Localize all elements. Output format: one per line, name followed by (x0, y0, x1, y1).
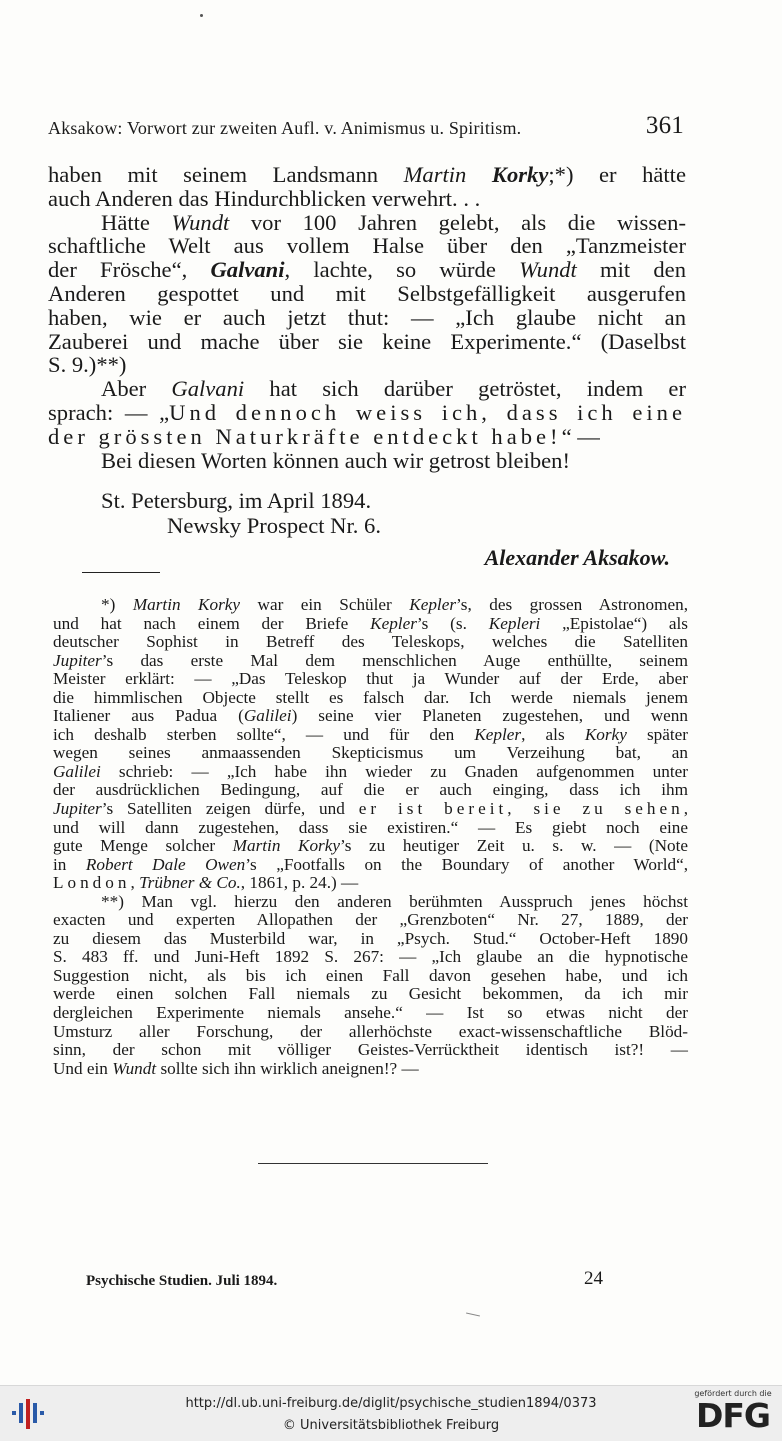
body-line (48, 282, 686, 306)
text-segment: Kepler (409, 595, 457, 614)
footnote-rule (82, 572, 160, 573)
text-segment: ) seine vier Planeten zugestehen, und wenn (291, 706, 688, 726)
footnote-line (53, 1023, 688, 1042)
text-segment: Jupiter (53, 799, 102, 819)
footnote-line (53, 874, 688, 893)
body-line (48, 258, 686, 282)
text-segment: Kepler (370, 613, 417, 633)
text-segment: S. 9.)**) (48, 352, 127, 378)
footnote-line (53, 856, 688, 875)
text-segment: , (130, 873, 140, 893)
footnote-line (53, 781, 688, 800)
text-segment: haben mit seinem Landsmann (48, 162, 404, 187)
text-segment: Galvani (171, 376, 245, 402)
footnote-line (53, 930, 688, 949)
text-segment: Suggestion nicht, als bis ich einen Fall davon gesehen habe, und ich (53, 965, 688, 985)
text-segment: hat sich darüber getröstet, indem er (244, 376, 686, 402)
text-segment: zu diesem das Musterbild war, in „Psych. Stud.“ October-Heft 1890 (53, 928, 688, 948)
text-segment: wegen seines anmaassenden Skepticismus um Verzeihung bat, an (53, 743, 688, 763)
footnote-line (53, 893, 688, 912)
signature-mark: 24 (584, 1268, 603, 1289)
text-segment: der ausdrücklichen Bedingung, auf die er auch einging, dass ich ihm (53, 780, 688, 800)
text-segment: Hätte (101, 209, 172, 235)
document-url[interactable]: http://dl.ub.uni-freiburg.de/diglit/psychische_studien1894/0373 (185, 1396, 597, 1411)
body-line (48, 449, 686, 473)
stray-mark (466, 1313, 480, 1317)
text-segment: Galilei (243, 706, 292, 726)
text-segment: , als (521, 724, 585, 744)
text-segment: sinn, der schon mit völliger Geistes-Verrücktheit identisch ist?! — (53, 1040, 688, 1060)
text-segment: Robert Dale Owen (85, 854, 246, 874)
body-line (48, 211, 686, 235)
text-segment: in (53, 854, 86, 874)
dfg-tagline: gefördert durch die (694, 1389, 772, 1398)
footnote-line (53, 652, 688, 671)
body-line (48, 234, 686, 258)
text-segment: Galvani (210, 257, 285, 283)
text-segment: Meister erklärt: — „Das Teleskop thut ja Wunder auf der Erde, aber (53, 669, 688, 689)
text-segment: Bei diesen Worten können auch wir getrost bleiben! (101, 447, 570, 473)
text-segment: Und ein (53, 1058, 113, 1078)
text-segment: Umsturz aller Forschung, der allerhöchste exact-wissenschaftliche Blöd- (53, 1021, 688, 1041)
text-segment: S. 483 ff. und Juni-Heft 1892 S. 267: — „Ich glaube an die hypnotische (53, 947, 688, 967)
text-segment: vor 100 Jahren gelebt, als die wissen- (229, 209, 686, 235)
text-segment: später (626, 724, 689, 744)
footnote-line (53, 707, 688, 726)
text-segment: haben, wie er auch jetzt thut: — „Ich glaube nicht an (48, 304, 686, 330)
footnotes (53, 596, 688, 1078)
footnote-line (53, 819, 688, 838)
text-segment: und will dann zugestehen, dass sie existiren.“ — Es giebt noch eine (53, 817, 688, 837)
running-title: Aksakow: Vorwort zur zweiten Aufl. v. Animismus u. Spiritism. (48, 118, 522, 138)
body-line (48, 330, 686, 354)
copyright: © Universitätsbibliothek Freiburg (282, 1418, 500, 1433)
text-segment: Zauberei und mache über sie keine Experimente.“ (Daselbst (48, 328, 686, 354)
main-text (48, 163, 686, 472)
text-segment: Trübner & Co. (139, 873, 241, 893)
body-line (48, 401, 686, 425)
text-segment: ’s „Footfalls on the Boundary of another World“, (245, 854, 688, 874)
text-segment: Martin Korky (232, 836, 340, 856)
dfg-wordmark: DFG (695, 1396, 771, 1435)
text-segment: ’s Satelliten zeigen dürfe, und (101, 799, 359, 819)
text-segment: , 1861, p. 24.) — (240, 873, 359, 893)
text-segment: war ein Schüler (240, 595, 410, 614)
end-rule (258, 1163, 488, 1164)
text-segment: Wundt (112, 1058, 157, 1078)
footnote-line (53, 1041, 688, 1060)
text-segment: , lachte, so würde (284, 257, 520, 283)
page-number: 361 (645, 112, 684, 139)
text-segment: Wundt (519, 257, 577, 283)
text-segment: ’s das erste Mal dem menschlichen Auge enthüllte, seinem (101, 650, 688, 670)
text-segment: “ — (561, 423, 600, 449)
text-segment: exacten und experten Allopathen der „Grenzboten“ Nr. 27, 1889, der (53, 910, 688, 930)
text-segment: der grössten Naturkräfte entdeckt habe! (48, 423, 562, 449)
text-segment: mit den (576, 257, 686, 283)
text-segment: Jupiter (53, 650, 102, 670)
footnote-line (53, 744, 688, 763)
text-segment: Kepler (474, 724, 522, 744)
text-segment: Italiener aus Padua ( (53, 706, 244, 726)
text-segment: London (53, 873, 131, 893)
body-line (48, 163, 686, 187)
text-segment: ;*) er hätte (548, 162, 686, 187)
text-segment: Korky (584, 724, 627, 744)
text-segment: schaftliche Welt aus vollem Halse über den „Tanzmeister (48, 233, 686, 259)
dfg-logo-icon[interactable] (690, 1389, 776, 1439)
text-segment: auch Anderen das Hindurchblicken verwehrt. . . (48, 185, 481, 211)
place-date: St. Petersburg, im April 1894. (101, 488, 372, 513)
body-line (48, 306, 686, 330)
footnote-line (53, 985, 688, 1004)
text-segment: ’s (s. (416, 613, 489, 633)
text-segment: werde einen solchen Fall niemals zu Gesicht bekommen, da ich mir (53, 984, 688, 1004)
footnote-line (53, 670, 688, 689)
text-segment: Kepleri (488, 613, 541, 633)
text-segment: ich deshalb sterben sollte“, — und für den (53, 724, 475, 744)
body-line (48, 353, 686, 377)
text-segment: , (683, 799, 688, 819)
text-segment: gute Menge solcher (53, 836, 233, 856)
text-segment: Und dennoch weiss ich, dass ich eine (169, 399, 686, 425)
footnote-line (53, 633, 688, 652)
text-segment: Korky (491, 162, 549, 187)
body-line (48, 425, 686, 449)
text-segment: dergleichen Experimente niemals ansehe.“ — Ist so etwas nicht der (53, 1003, 688, 1023)
body-line (48, 187, 686, 211)
footnote-line (53, 837, 688, 856)
address: Newsky Prospect Nr. 6. (167, 513, 381, 538)
footnote-line (53, 1004, 688, 1023)
text-segment: Wundt (171, 209, 230, 235)
text-segment: ’s, des grossen Astronomen, (456, 595, 688, 614)
footnote-line (53, 689, 688, 708)
text-segment: Martin (403, 162, 467, 187)
speck-mark (200, 14, 203, 17)
text-segment: Anderen gespottet und mit Selbstgefälligkeit ausgerufen (48, 280, 686, 306)
footnote-line (53, 948, 688, 967)
text-segment: ’s zu heutiger Zeit u. s. w. — (Note (340, 836, 689, 856)
viewer-bar (0, 1385, 782, 1441)
footnote-line (53, 1060, 688, 1079)
running-header (48, 112, 684, 146)
text-segment: deutscher Sophist in Betreff des Teleskops, welches die Satelliten (53, 632, 688, 652)
footnote-line (53, 726, 688, 745)
text-segment (466, 162, 492, 187)
text-segment: **) Man vgl. hierzu den anderen berühmten Ausspruch jenes höchst (101, 891, 688, 911)
text-segment: Martin Korky (132, 595, 241, 614)
text-segment: sprach: — „ (48, 399, 170, 425)
footnote-line (53, 967, 688, 986)
text-segment: er ist bereit, sie zu sehen (358, 799, 684, 819)
author-name: Alexander Aksakow. (484, 545, 670, 570)
text-segment: die himmlischen Objecte stellt es falsch dar. Ich werde niemals jenem (53, 687, 688, 707)
text-segment: schrieb: — „Ich habe ihn wieder zu Gnaden aufgenommen unter (100, 761, 688, 781)
text-segment: Aber (101, 376, 172, 402)
footnote-line (53, 615, 688, 634)
text-segment: der Frösche“, (48, 257, 211, 283)
text-segment: sollte sich ihn wirklich aneignen!? — (156, 1058, 419, 1078)
journal-footer: Psychische Studien. Juli 1894. (86, 1273, 278, 1289)
footnote-line (53, 763, 688, 782)
text-segment: „Epistolae“) als (540, 613, 688, 633)
footnote-line (53, 911, 688, 930)
text-segment: Galilei (53, 761, 101, 781)
footnote-line (53, 596, 688, 615)
text-segment: *) (101, 595, 133, 614)
body-line (48, 377, 686, 401)
footnote-line (53, 800, 688, 819)
text-segment: und hat nach einem der Briefe (53, 613, 371, 633)
